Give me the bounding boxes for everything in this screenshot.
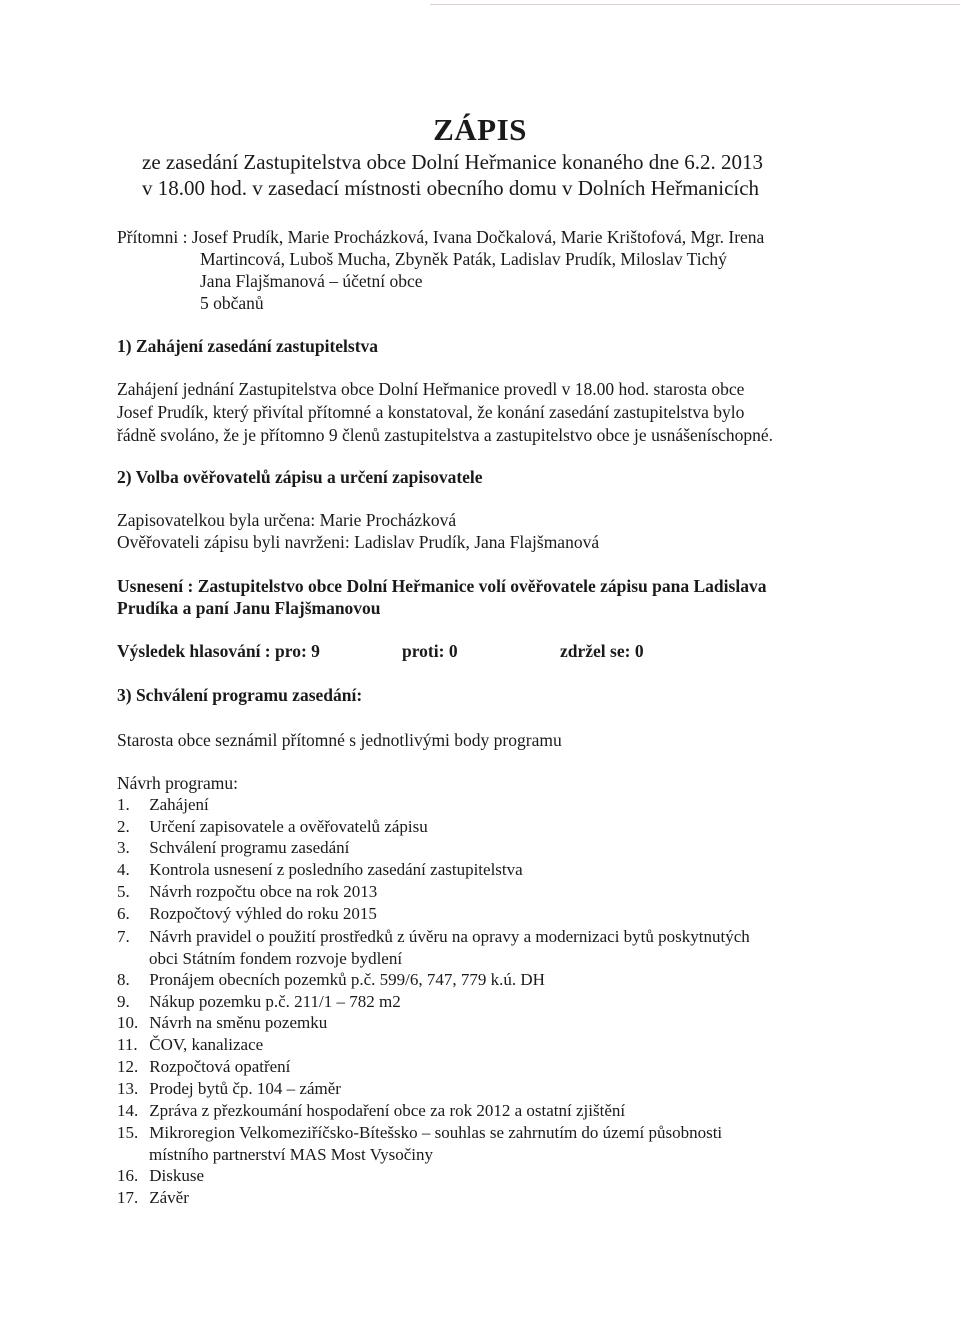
- program-item-text: Rozpočtová opatření: [149, 1057, 291, 1076]
- program-item-number: 14.: [117, 1101, 139, 1120]
- vote-abstain: zdržel se: 0: [560, 641, 644, 661]
- program-label: Návrh programu:: [117, 773, 239, 793]
- program-item: [117, 1101, 625, 1121]
- program-item-number: 7.: [117, 927, 130, 946]
- program-item-number: 12.: [117, 1057, 139, 1076]
- program-item-continuation: obci Státním fondem rozvoje bydlení: [149, 949, 403, 968]
- program-item-text: ČOV, kanalizace: [149, 1035, 264, 1054]
- program-item-continuation: místního partnerství MAS Most Vysočiny: [149, 1145, 433, 1164]
- program-item-number: 6.: [117, 904, 130, 923]
- section-3-heading: 3) Schválení programu zasedání:: [117, 685, 363, 705]
- section-2-heading: 2) Volba ověřovatelů zápisu a určení zapisovatele: [117, 467, 483, 487]
- program-item: [117, 817, 428, 837]
- attendance-line-2: Martincová, Luboš Mucha, Zbyněk Paták, Ladislav Prudík, Miloslav Tichý: [200, 249, 727, 269]
- program-item-number: 10.: [117, 1013, 139, 1032]
- program-item: [117, 1057, 290, 1077]
- document-title: ZÁPIS: [433, 112, 527, 147]
- program-item-text: Schválení programu zasedání: [149, 838, 350, 857]
- subtitle-line-2: v 18.00 hod. v zasedací místnosti obecního domu v Dolních Heřmanicích: [142, 176, 760, 200]
- program-item-text: Diskuse: [149, 1166, 205, 1185]
- program-item-text: Návrh na směnu pozemku: [149, 1013, 328, 1032]
- program-item: [117, 970, 545, 990]
- program-item-number: 11.: [117, 1035, 138, 1054]
- attendance-line-1: Přítomni : Josef Prudík, Marie Procházková, Ivana Dočkalová, Marie Krištofová, Mgr. Irena: [117, 227, 765, 247]
- program-item-number: 8.: [117, 970, 130, 989]
- program-item-text: Zahájení: [149, 795, 209, 814]
- program-item: [117, 1122, 722, 1166]
- program-item-number: 13.: [117, 1079, 139, 1098]
- program-item-text: Zpráva z přezkoumání hospodaření obce za rok 2012 a ostatní zjištění: [149, 1101, 626, 1120]
- section-1-line-2: Josef Prudík, který přivítal přítomné a konstatoval, že konání zasedání zastupitelstva bylo: [117, 402, 745, 422]
- resolution-line-2: Prudíka a paní Janu Flajšmanovou: [117, 598, 381, 618]
- program-item: [117, 1079, 341, 1099]
- program-item: [117, 882, 377, 902]
- program-item-text: Rozpočtový výhled do roku 2015: [149, 904, 377, 923]
- program-item-number: 15.: [117, 1123, 139, 1142]
- vote-against: proti: 0: [402, 641, 458, 661]
- program-item: [117, 860, 523, 880]
- program-item-text: Určení zapisovatele a ověřovatelů zápisu: [149, 817, 428, 836]
- program-item: [117, 795, 209, 815]
- program-item-text: Nákup pozemku p.č. 211/1 – 782 m2: [149, 992, 401, 1011]
- program-item-text: Prodej bytů čp. 104 – záměr: [149, 1079, 341, 1098]
- section-1-heading: 1) Zahájení zasedání zastupitelstva: [117, 336, 379, 356]
- program-item-number: 2.: [117, 817, 130, 836]
- program-item-text: Závěr: [149, 1188, 189, 1207]
- program-item: [117, 1188, 189, 1208]
- subtitle-line-1: ze zasedání Zastupitelstva obce Dolní Heřmanice konaného dne 6.2. 2013: [142, 150, 764, 174]
- section-1-line-3: řádně svoláno, že je přítomno 9 členů zastupitelstva a zastupitelstvo obce je usnášeníschopné.: [117, 425, 774, 445]
- program-item: [117, 1166, 204, 1186]
- section-2-line-2: Ověřovateli zápisu byli navrženi: Ladislav Prudík, Jana Flajšmanová: [117, 532, 600, 552]
- program-item: [117, 1035, 263, 1055]
- program-item-number: 17.: [117, 1188, 139, 1207]
- program-item-text: Kontrola usnesení z posledního zasedání zastupitelstva: [149, 860, 523, 879]
- program-item-number: 4.: [117, 860, 130, 879]
- program-item-text: Mikroregion Velkomeziříčsko-Bítešsko – souhlas se zahrnutím do území působnosti: [149, 1123, 723, 1142]
- program-item: [117, 904, 377, 924]
- page-edge-line: [430, 4, 960, 5]
- program-item-text: Návrh rozpočtu obce na rok 2013: [149, 882, 378, 901]
- program-item-number: 5.: [117, 882, 130, 901]
- vote-result: Výsledek hlasování : pro: 9: [117, 641, 320, 661]
- section-2-line-1: Zapisovatelkou byla určena: Marie Procházková: [117, 510, 457, 530]
- attendance-line-3: Jana Flajšmanová – účetní obce: [200, 271, 423, 291]
- program-item: [117, 838, 349, 858]
- program-item-number: 3.: [117, 838, 130, 857]
- section-3-intro: Starosta obce seznámil přítomné s jednotlivými body programu: [117, 730, 562, 750]
- program-item: [117, 1013, 327, 1033]
- attendance-line-4: 5 občanů: [200, 293, 264, 313]
- resolution-line-1: Usnesení : Zastupitelstvo obce Dolní Heřmanice volí ověřovatele zápisu pana Ladislava: [117, 576, 767, 596]
- program-item-number: 16.: [117, 1166, 139, 1185]
- program-item: [117, 926, 750, 970]
- program-item-text: Návrh pravidel o použití prostředků z úvěru na opravy a modernizaci bytů poskytnutých: [149, 927, 750, 946]
- program-item-number: 9.: [117, 992, 130, 1011]
- section-1-line-1: Zahájení jednání Zastupitelstva obce Dolní Heřmanice provedl v 18.00 hod. starosta obce: [117, 379, 745, 399]
- program-item-number: 1.: [117, 795, 130, 814]
- program-item-text: Pronájem obecních pozemků p.č. 599/6, 747, 779 k.ú. DH: [149, 970, 545, 989]
- program-item: [117, 992, 401, 1012]
